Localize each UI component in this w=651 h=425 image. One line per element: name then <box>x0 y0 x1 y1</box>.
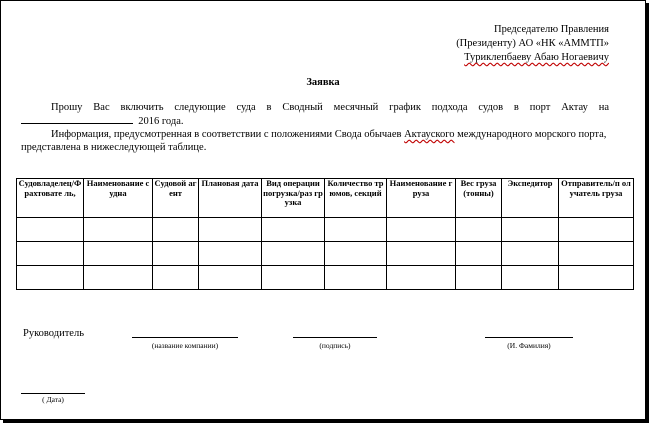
addressee-line-2: (Президенту) АО «НК «АММТП» <box>456 38 609 49</box>
table-cell[interactable] <box>17 266 84 290</box>
table-cell[interactable] <box>84 242 153 266</box>
table-cell[interactable] <box>325 218 387 242</box>
table-row <box>17 266 634 290</box>
table-cell[interactable] <box>456 266 502 290</box>
table-row <box>17 218 634 242</box>
table-cell[interactable] <box>262 242 325 266</box>
header-cell: Вид операции погрузка/раз грузка <box>262 179 325 218</box>
table-cell[interactable] <box>17 242 84 266</box>
info-text-1: Информация, предусмотренная в соответствии с положениями Свода обычаев <box>51 129 405 140</box>
signature-label: Руководитель <box>23 328 84 339</box>
request-text: Прошу Вас включить следующие суда в Сводный месячный график подхода судов в порт Актау на <box>51 102 609 113</box>
name-line <box>485 337 573 338</box>
table-cell[interactable] <box>84 218 153 242</box>
header-cell: Наименование груза <box>387 179 456 218</box>
table-cell[interactable] <box>387 266 456 290</box>
table-cell[interactable] <box>559 266 634 290</box>
addressee-line-3: Туриклепбаеву Абаю Ногаевичу <box>464 52 609 63</box>
table-cell[interactable] <box>502 266 559 290</box>
signature-line <box>293 337 377 338</box>
year-text: 2016 года. <box>138 116 184 127</box>
header-cell: Судовладелец/Фрахтовате ль, <box>17 179 84 218</box>
table-cell[interactable] <box>84 266 153 290</box>
document-body <box>21 101 609 154</box>
date-line <box>21 393 85 394</box>
header-cell: Количество трюмов, секций <box>325 179 387 218</box>
table-cell[interactable] <box>17 218 84 242</box>
request-paragraph-continued <box>21 114 609 128</box>
table-cell[interactable] <box>153 266 199 290</box>
table-row <box>17 242 634 266</box>
vessel-table <box>16 178 634 290</box>
date-caption: ( Дата) <box>42 395 64 404</box>
table-cell[interactable] <box>153 242 199 266</box>
header-cell: Отправитель/п олучатель груза <box>559 179 634 218</box>
table-cell[interactable] <box>199 218 262 242</box>
table-cell[interactable] <box>387 242 456 266</box>
company-line <box>132 337 238 338</box>
table-cell[interactable] <box>559 218 634 242</box>
info-paragraph <box>21 128 609 154</box>
month-blank <box>21 114 133 124</box>
header-cell: Плановая дата <box>199 179 262 218</box>
table-cell[interactable] <box>199 266 262 290</box>
header-cell: Судовой агент <box>153 179 199 218</box>
table-cell[interactable] <box>456 218 502 242</box>
info-port-word: Актауского <box>404 129 455 140</box>
company-caption: (название компании) <box>151 341 219 350</box>
addressee-line-1: Председателю Правления <box>494 24 609 35</box>
table-cell[interactable] <box>325 242 387 266</box>
table-header-row <box>17 179 634 218</box>
table-cell[interactable] <box>199 242 262 266</box>
document-title: Заявка <box>306 77 340 88</box>
table-cell[interactable] <box>502 242 559 266</box>
name-caption: (И. Фамилия) <box>507 341 551 350</box>
request-paragraph <box>21 101 609 114</box>
info-text-2: международного морского порта, представлена в нижеследующей таблице. <box>21 129 607 153</box>
table-cell[interactable] <box>502 218 559 242</box>
addressee-block <box>456 23 609 65</box>
table-cell[interactable] <box>387 218 456 242</box>
table-body <box>17 218 634 290</box>
header-cell: Вес груза (тонны) <box>456 179 502 218</box>
table-cell[interactable] <box>559 242 634 266</box>
table-cell[interactable] <box>325 266 387 290</box>
table-cell[interactable] <box>153 218 199 242</box>
header-cell: Наименование судна <box>84 179 153 218</box>
signature-caption: (подпись) <box>319 341 351 350</box>
table-cell[interactable] <box>262 218 325 242</box>
header-cell: Экспедитор <box>502 179 559 218</box>
table-cell[interactable] <box>262 266 325 290</box>
table-cell[interactable] <box>456 242 502 266</box>
